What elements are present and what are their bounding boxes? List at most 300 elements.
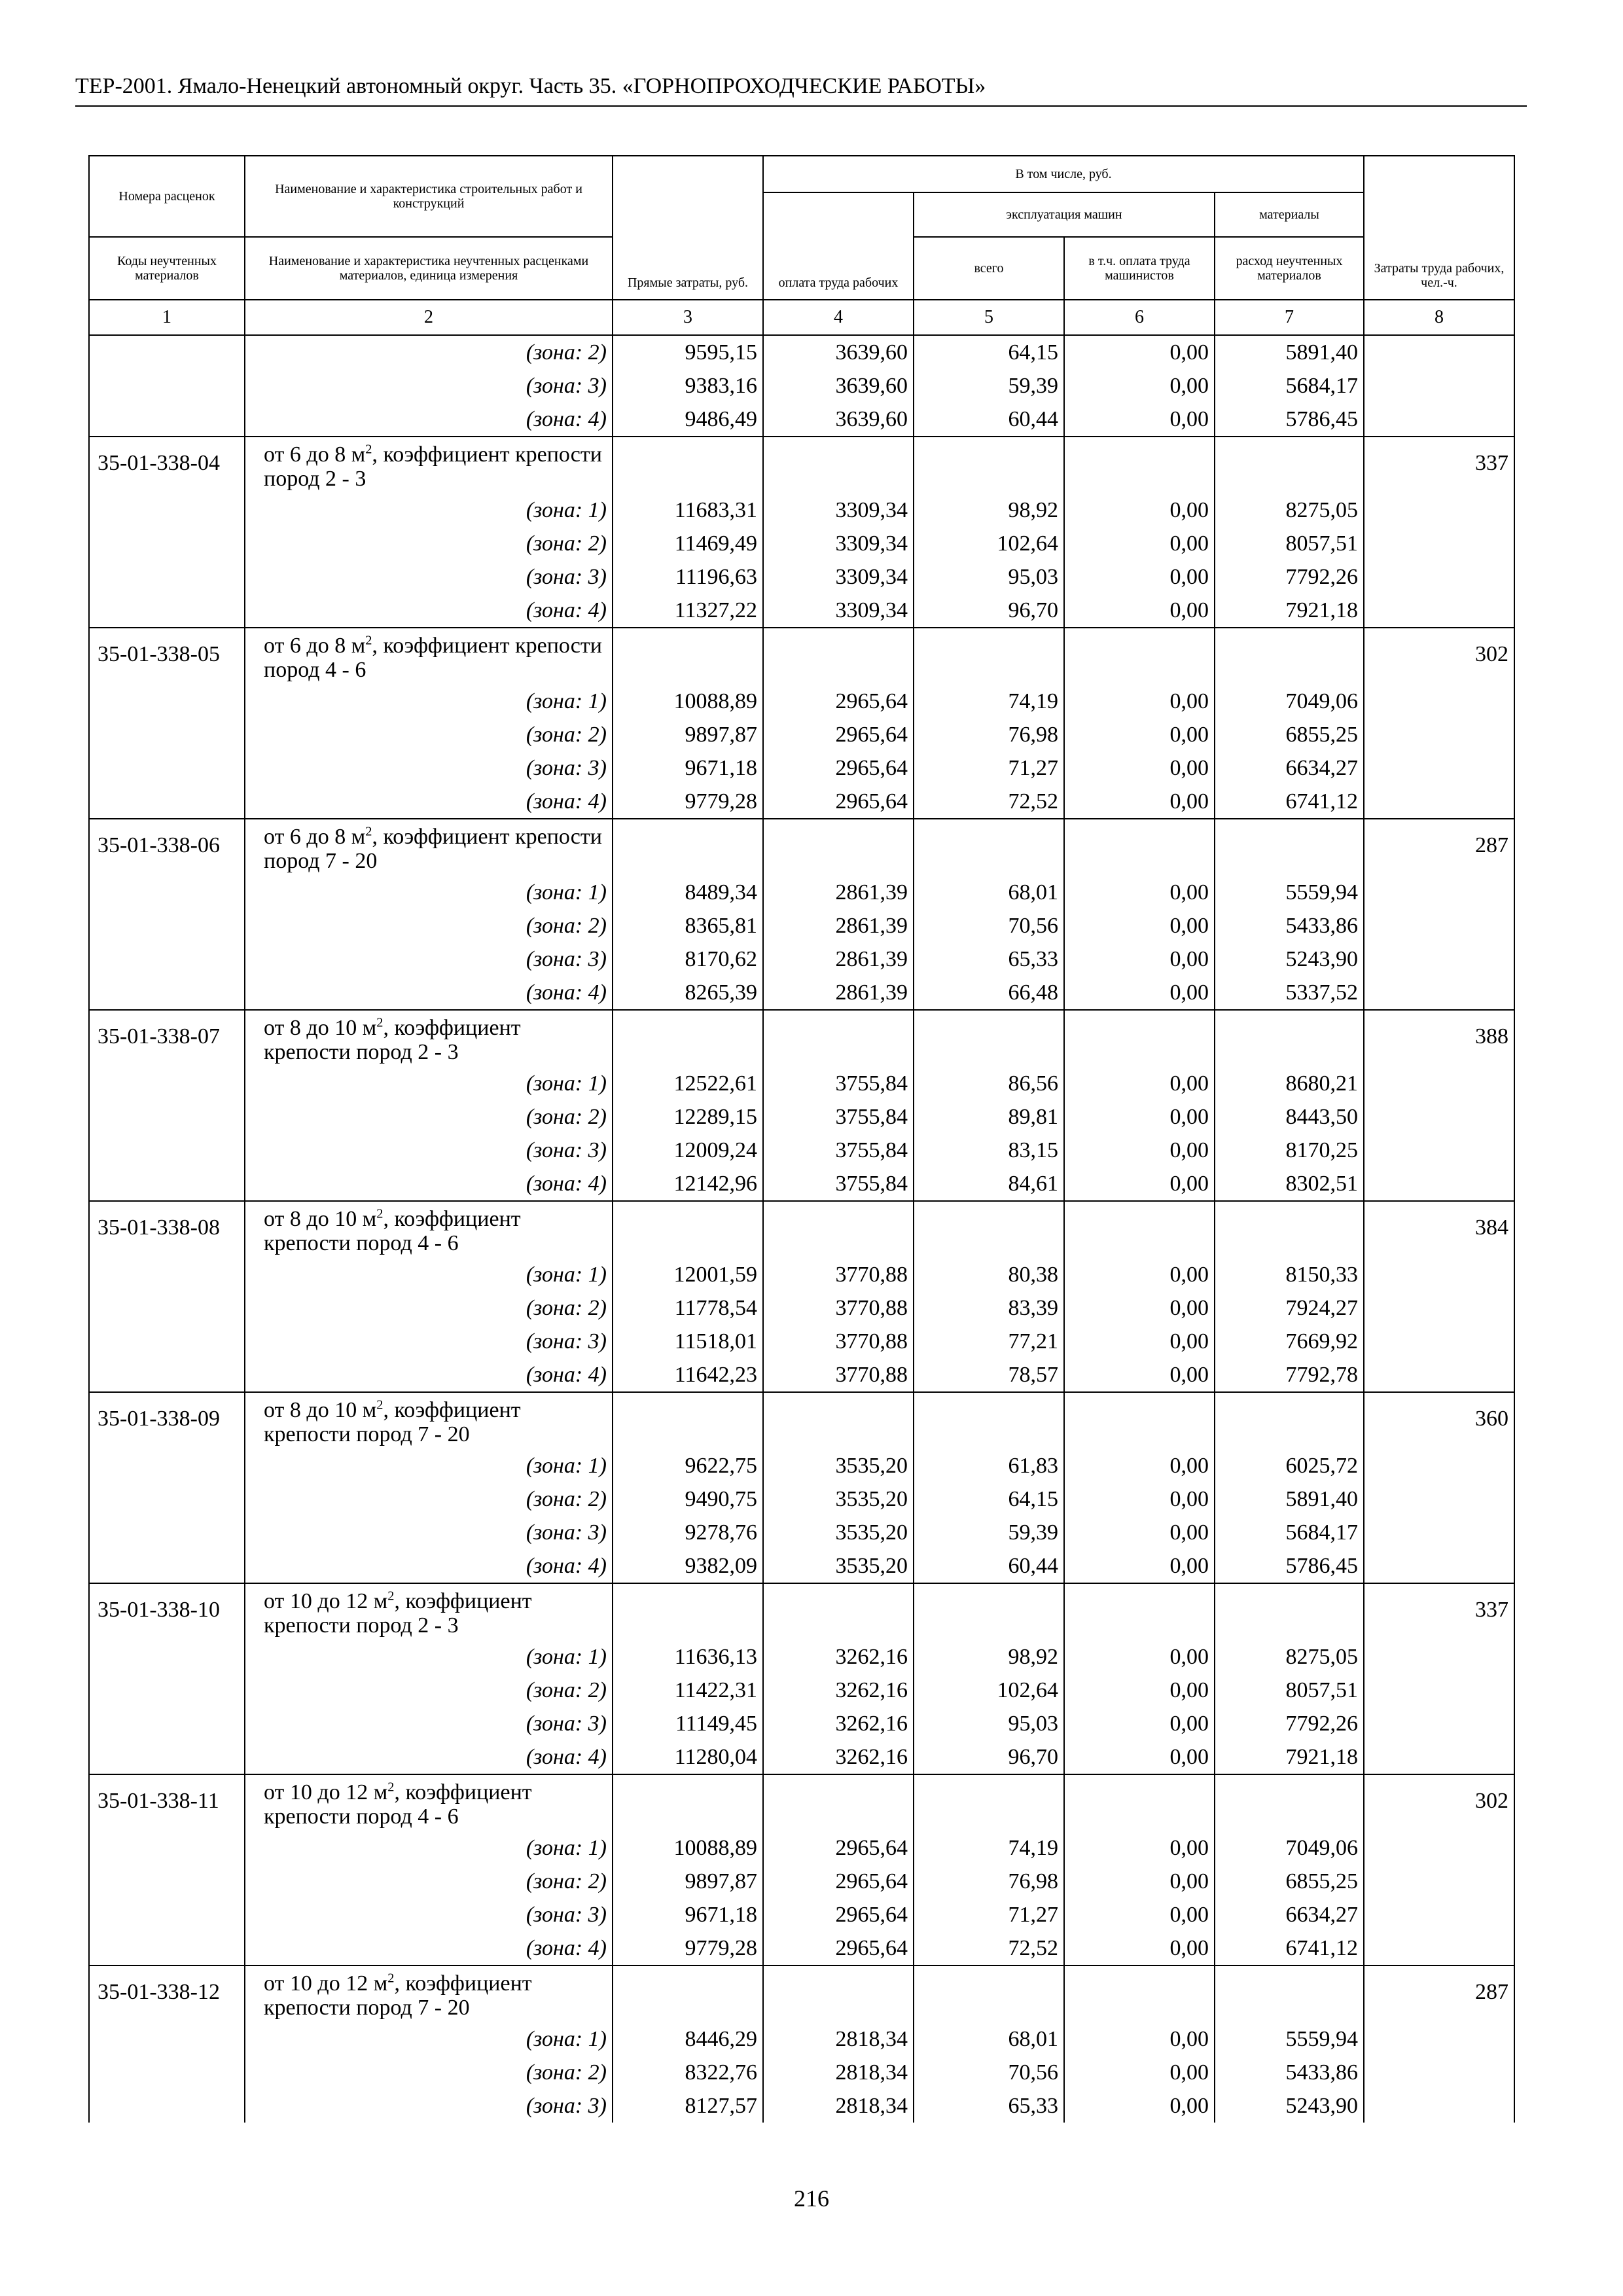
machines-total-value: 96,70: [914, 1740, 1064, 1774]
header-rule: [75, 105, 1527, 107]
materials-value: 8302,51: [1215, 1167, 1364, 1201]
machinist-wage-value: 0,00: [1064, 909, 1215, 942]
empty-cell: [1215, 628, 1364, 685]
rate-code: 35-01-338-05: [89, 628, 245, 819]
direct-costs-value: 9779,28: [613, 1931, 763, 1965]
zone-label: (зона: 1): [245, 685, 613, 718]
rate-title-row: [89, 1201, 1514, 1258]
rate-title-row: [89, 819, 1514, 876]
machines-total-value: 70,56: [914, 909, 1064, 942]
direct-costs-value: 9595,15: [613, 335, 763, 369]
unit-exponent: 2: [376, 1206, 383, 1221]
zone-row: [89, 1707, 1514, 1740]
materials-value: 5684,17: [1215, 369, 1364, 403]
direct-costs-value: 11636,13: [613, 1640, 763, 1674]
zone-label: (зона: 1): [245, 876, 613, 909]
work-description: [245, 819, 613, 876]
work-description: [245, 1583, 613, 1640]
zone-row: [89, 1865, 1514, 1898]
machines-total-value: 65,33: [914, 942, 1064, 976]
worker-wage-value: 3770,88: [763, 1291, 914, 1325]
direct-costs-value: 12289,15: [613, 1100, 763, 1134]
empty-cell: [763, 437, 914, 493]
work-description-text: от 10 до 12 м: [264, 1589, 388, 1613]
materials-value: 7921,18: [1215, 1740, 1364, 1774]
column-number: 8: [1364, 300, 1514, 335]
zone-row: [89, 403, 1514, 437]
zone-row: [89, 335, 1514, 369]
zone-label: (зона: 1): [245, 1831, 613, 1865]
zone-row: [89, 751, 1514, 785]
empty-cell: [914, 1201, 1064, 1258]
empty-cell: [613, 437, 763, 493]
worker-wage-value: 3262,16: [763, 1674, 914, 1707]
header-machines-group: эксплуатация машин: [914, 192, 1215, 237]
zone-row: [89, 1291, 1514, 1325]
zone-label: (зона: 2): [245, 1482, 613, 1516]
machinist-wage-value: 0,00: [1064, 2022, 1215, 2056]
direct-costs-value: 11778,54: [613, 1291, 763, 1325]
zone-label: (зона: 1): [245, 1449, 613, 1482]
empty-cell: [763, 819, 914, 876]
machines-total-value: 77,21: [914, 1325, 1064, 1358]
materials-value: 7924,27: [1215, 1291, 1364, 1325]
materials-value: 6025,72: [1215, 1449, 1364, 1482]
zone-row: [89, 560, 1514, 594]
labor-value: 302: [1364, 628, 1514, 819]
empty-cell: [1215, 1965, 1364, 2022]
zone-row: [89, 1640, 1514, 1674]
empty-cell: [613, 819, 763, 876]
worker-wage-value: 3770,88: [763, 1358, 914, 1392]
direct-costs-value: 11518,01: [613, 1325, 763, 1358]
empty-cell: [613, 628, 763, 685]
empty-cell: [914, 1583, 1064, 1640]
empty-cell: [1064, 1774, 1215, 1831]
direct-costs-value: 9779,28: [613, 785, 763, 819]
labor-cell: [1364, 335, 1514, 437]
zone-label: (зона: 3): [245, 560, 613, 594]
machinist-wage-value: 0,00: [1064, 560, 1215, 594]
zone-label: (зона: 1): [245, 1258, 613, 1291]
zone-row: [89, 909, 1514, 942]
machinist-wage-value: 0,00: [1064, 1167, 1215, 1201]
direct-costs-value: 9671,18: [613, 751, 763, 785]
unit-exponent: 2: [365, 824, 372, 839]
direct-costs-value: 9383,16: [613, 369, 763, 403]
rate-code: 35-01-338-12: [89, 1965, 245, 2123]
direct-costs-value: 8265,39: [613, 976, 763, 1010]
machines-total-value: 59,39: [914, 1516, 1064, 1549]
machines-total-value: 96,70: [914, 594, 1064, 628]
worker-wage-value: 3262,16: [763, 1740, 914, 1774]
work-description: [245, 1010, 613, 1067]
rate-title-row: [89, 628, 1514, 685]
zone-label: (зона: 2): [245, 2056, 613, 2089]
empty-cell: [1064, 1010, 1215, 1067]
direct-costs-value: 11149,45: [613, 1707, 763, 1740]
materials-value: 5891,40: [1215, 1482, 1364, 1516]
direct-costs-value: 12001,59: [613, 1258, 763, 1291]
machinist-wage-value: 0,00: [1064, 718, 1215, 751]
machines-total-value: 98,92: [914, 493, 1064, 527]
zone-label: (зона: 1): [245, 2022, 613, 2056]
machines-total-value: 76,98: [914, 1865, 1064, 1898]
worker-wage-value: 2965,64: [763, 1931, 914, 1965]
empty-cell: [1215, 1392, 1364, 1449]
worker-wage-value: 3535,20: [763, 1549, 914, 1583]
direct-costs-value: 8170,62: [613, 942, 763, 976]
labor-value: 337: [1364, 1583, 1514, 1774]
worker-wage-value: 2818,34: [763, 2056, 914, 2089]
worker-wage-value: 3309,34: [763, 527, 914, 560]
direct-costs-value: 12009,24: [613, 1134, 763, 1167]
empty-cell: [763, 1774, 914, 1831]
machines-total-value: 65,33: [914, 2089, 1064, 2123]
rate-code: 35-01-338-07: [89, 1010, 245, 1201]
machines-total-value: 95,03: [914, 560, 1064, 594]
empty-cell: [613, 1201, 763, 1258]
machines-total-value: 95,03: [914, 1707, 1064, 1740]
machinist-wage-value: 0,00: [1064, 1831, 1215, 1865]
machinist-wage-value: 0,00: [1064, 1291, 1215, 1325]
direct-costs-value: 8489,34: [613, 876, 763, 909]
work-description: [245, 1201, 613, 1258]
empty-cell: [613, 1010, 763, 1067]
labor-value: 388: [1364, 1010, 1514, 1201]
zone-row: [89, 1258, 1514, 1291]
zone-label: (зона: 4): [245, 1549, 613, 1583]
header-machinist-wage: в т.ч. оплата труда машинистов: [1064, 237, 1215, 300]
direct-costs-value: 11422,31: [613, 1674, 763, 1707]
labor-value: 384: [1364, 1201, 1514, 1392]
empty-cell: [914, 1010, 1064, 1067]
direct-costs-value: 9622,75: [613, 1449, 763, 1482]
zone-row: [89, 594, 1514, 628]
machines-total-value: 102,64: [914, 1674, 1064, 1707]
unit-exponent: 2: [376, 1015, 383, 1030]
rate-code: 35-01-338-11: [89, 1774, 245, 1965]
rate-title-row: [89, 1392, 1514, 1449]
zone-label: (зона: 4): [245, 1167, 613, 1201]
worker-wage-value: 2965,64: [763, 751, 914, 785]
direct-costs-value: 11469,49: [613, 527, 763, 560]
zone-row: [89, 2022, 1514, 2056]
direct-costs-value: 8446,29: [613, 2022, 763, 2056]
zone-label: (зона: 2): [245, 909, 613, 942]
materials-value: 8057,51: [1215, 527, 1364, 560]
zone-row: [89, 976, 1514, 1010]
worker-wage-value: 2861,39: [763, 909, 914, 942]
zone-label: (зона: 3): [245, 1325, 613, 1358]
labor-value: 302: [1364, 1774, 1514, 1965]
zone-label: (зона: 2): [245, 1865, 613, 1898]
machines-total-value: 70,56: [914, 2056, 1064, 2089]
empty-cell: [914, 819, 1064, 876]
worker-wage-value: 2965,64: [763, 1898, 914, 1931]
materials-value: 5243,90: [1215, 2089, 1364, 2123]
zone-label: (зона: 1): [245, 1640, 613, 1674]
materials-value: 8170,25: [1215, 1134, 1364, 1167]
machines-total-value: 76,98: [914, 718, 1064, 751]
zone-label: (зона: 2): [245, 527, 613, 560]
materials-value: 7792,78: [1215, 1358, 1364, 1392]
empty-cell: [1064, 1965, 1215, 2022]
machines-total-value: 89,81: [914, 1100, 1064, 1134]
machines-total-value: 68,01: [914, 2022, 1064, 2056]
worker-wage-value: 3755,84: [763, 1134, 914, 1167]
materials-value: 5559,94: [1215, 2022, 1364, 2056]
column-number: 5: [914, 300, 1064, 335]
direct-costs-value: 8365,81: [613, 909, 763, 942]
machinist-wage-value: 0,00: [1064, 1674, 1215, 1707]
machines-total-value: 83,15: [914, 1134, 1064, 1167]
empty-cell: [613, 1965, 763, 2022]
zone-label: (зона: 2): [245, 1674, 613, 1707]
direct-costs-value: 8127,57: [613, 2089, 763, 2123]
zone-label: (зона: 2): [245, 1291, 613, 1325]
unit-exponent: 2: [376, 1397, 383, 1412]
zone-row: [89, 1449, 1514, 1482]
zone-label: (зона: 2): [245, 335, 613, 369]
machines-total-value: 71,27: [914, 751, 1064, 785]
zone-row: [89, 1898, 1514, 1931]
header-materials-group: материалы: [1215, 192, 1364, 237]
machines-total-value: 102,64: [914, 527, 1064, 560]
worker-wage-value: 3309,34: [763, 493, 914, 527]
labor-value: 337: [1364, 437, 1514, 628]
unit-exponent: 2: [365, 633, 372, 648]
rate-code: 35-01-338-04: [89, 437, 245, 628]
machines-total-value: 61,83: [914, 1449, 1064, 1482]
worker-wage-value: 3639,60: [763, 403, 914, 437]
empty-cell: [763, 1583, 914, 1640]
empty-cell: [1064, 1201, 1215, 1258]
materials-value: 7792,26: [1215, 1707, 1364, 1740]
empty-cell: [763, 1201, 914, 1258]
zone-label: (зона: 2): [245, 718, 613, 751]
zone-label: (зона: 4): [245, 1740, 613, 1774]
worker-wage-value: 3535,20: [763, 1516, 914, 1549]
direct-costs-value: 9671,18: [613, 1898, 763, 1931]
worker-wage-value: 2818,34: [763, 2022, 914, 2056]
empty-cell: [1215, 1010, 1364, 1067]
unit-exponent: 2: [365, 442, 372, 457]
empty-cell: [1064, 819, 1215, 876]
rate-code: 35-01-338-10: [89, 1583, 245, 1774]
materials-value: 5433,86: [1215, 2056, 1364, 2089]
table-header: [89, 156, 1514, 335]
machines-total-value: 83,39: [914, 1291, 1064, 1325]
machines-total-value: 74,19: [914, 1831, 1064, 1865]
machines-total-value: 64,15: [914, 1482, 1064, 1516]
materials-value: 6634,27: [1215, 1898, 1364, 1931]
column-numbers-row: [89, 300, 1514, 335]
column-number: 4: [763, 300, 914, 335]
zone-label: (зона: 3): [245, 1707, 613, 1740]
machinist-wage-value: 0,00: [1064, 1640, 1215, 1674]
work-description: [245, 1965, 613, 2022]
materials-value: 8680,21: [1215, 1067, 1364, 1100]
direct-costs-value: 12142,96: [613, 1167, 763, 1201]
worker-wage-value: 3770,88: [763, 1325, 914, 1358]
zone-label: (зона: 3): [245, 1516, 613, 1549]
machines-total-value: 71,27: [914, 1898, 1064, 1931]
machines-total-value: 60,44: [914, 403, 1064, 437]
worker-wage-value: 3755,84: [763, 1167, 914, 1201]
rate-title-row: [89, 1010, 1514, 1067]
zone-row: [89, 1674, 1514, 1707]
column-number: 3: [613, 300, 763, 335]
materials-value: 8443,50: [1215, 1100, 1364, 1134]
work-description: [245, 1392, 613, 1449]
machinist-wage-value: 0,00: [1064, 1482, 1215, 1516]
unit-exponent: 2: [387, 1780, 395, 1795]
machinist-wage-value: 0,00: [1064, 1898, 1215, 1931]
zone-row: [89, 1931, 1514, 1965]
empty-cell: [763, 1392, 914, 1449]
machinist-wage-value: 0,00: [1064, 976, 1215, 1010]
header-incl-group: В том числе, руб.: [763, 156, 1364, 192]
header-labor: Затраты труда рабочих, чел.-ч.: [1364, 156, 1514, 300]
machinist-wage-value: 0,00: [1064, 594, 1215, 628]
column-number: 1: [89, 300, 245, 335]
direct-costs-value: 9490,75: [613, 1482, 763, 1516]
worker-wage-value: 3639,60: [763, 369, 914, 403]
header-wage: оплата труда рабочих: [763, 192, 914, 300]
zone-label: (зона: 1): [245, 493, 613, 527]
machinist-wage-value: 0,00: [1064, 527, 1215, 560]
machinist-wage-value: 0,00: [1064, 785, 1215, 819]
machines-total-value: 60,44: [914, 1549, 1064, 1583]
materials-value: 8150,33: [1215, 1258, 1364, 1291]
materials-value: 6741,12: [1215, 1931, 1364, 1965]
worker-wage-value: 2965,64: [763, 1865, 914, 1898]
work-description-text: , коэффициент крепости пород 7 - 20: [264, 825, 602, 873]
machinist-wage-value: 0,00: [1064, 1325, 1215, 1358]
worker-wage-value: 3262,16: [763, 1707, 914, 1740]
materials-value: 5433,86: [1215, 909, 1364, 942]
machines-total-value: 72,52: [914, 785, 1064, 819]
worker-wage-value: 2861,39: [763, 942, 914, 976]
materials-value: 6741,12: [1215, 785, 1364, 819]
zone-row: [89, 527, 1514, 560]
materials-value: 5786,45: [1215, 403, 1364, 437]
worker-wage-value: 3755,84: [763, 1067, 914, 1100]
zone-row: [89, 2089, 1514, 2123]
worker-wage-value: 3755,84: [763, 1100, 914, 1134]
materials-value: 5243,90: [1215, 942, 1364, 976]
direct-costs-value: 8322,76: [613, 2056, 763, 2089]
zone-row: [89, 685, 1514, 718]
zone-label: (зона: 4): [245, 785, 613, 819]
direct-costs-value: 9278,76: [613, 1516, 763, 1549]
zone-label: (зона: 4): [245, 594, 613, 628]
machinist-wage-value: 0,00: [1064, 1134, 1215, 1167]
zone-label: (зона: 3): [245, 369, 613, 403]
rate-title-row: [89, 437, 1514, 493]
zone-row: [89, 785, 1514, 819]
worker-wage-value: 2861,39: [763, 876, 914, 909]
header-direct-costs: Прямые затраты, руб.: [613, 156, 763, 300]
zone-label: (зона: 3): [245, 1898, 613, 1931]
unit-exponent: 2: [387, 1971, 395, 1986]
zone-row: [89, 2056, 1514, 2089]
machinist-wage-value: 0,00: [1064, 403, 1215, 437]
zone-label: (зона: 1): [245, 1067, 613, 1100]
materials-value: 6855,25: [1215, 1865, 1364, 1898]
machines-total-value: 59,39: [914, 369, 1064, 403]
zone-label: (зона: 4): [245, 403, 613, 437]
materials-value: 8275,05: [1215, 493, 1364, 527]
machinist-wage-value: 0,00: [1064, 1707, 1215, 1740]
zone-label: (зона: 3): [245, 1134, 613, 1167]
running-header: ТЕР-2001. Ямало-Ненецкий автономный округ. Часть 35. «ГОРНОПРОХОДЧЕСКИЕ РАБОТЫ»: [75, 74, 986, 98]
work-description-text: от 8 до 10 м: [264, 1398, 377, 1422]
table-body: [89, 335, 1514, 2123]
work-description-text: , коэффициент крепости пород 4 - 6: [264, 1207, 521, 1255]
rate-code: 35-01-338-08: [89, 1201, 245, 1392]
machinist-wage-value: 0,00: [1064, 1449, 1215, 1482]
direct-costs-value: 12522,61: [613, 1067, 763, 1100]
machinist-wage-value: 0,00: [1064, 1067, 1215, 1100]
machinist-wage-value: 0,00: [1064, 335, 1215, 369]
materials-value: 5559,94: [1215, 876, 1364, 909]
zone-label: (зона: 2): [245, 1100, 613, 1134]
work-description-text: от 6 до 8 м: [264, 442, 366, 467]
header-name-bottom: Наименование и характеристика неучтенных расценками материалов, единица измерения: [245, 237, 613, 300]
zone-row: [89, 369, 1514, 403]
empty-cell: [763, 1965, 914, 2022]
empty-cell: [1215, 1774, 1364, 1831]
header-machines-total: всего: [914, 237, 1064, 300]
header-code-bottom: Коды неучтенных материалов: [89, 237, 245, 300]
column-number: 6: [1064, 300, 1215, 335]
worker-wage-value: 3535,20: [763, 1482, 914, 1516]
worker-wage-value: 2965,64: [763, 1831, 914, 1865]
empty-cell: [1064, 1392, 1215, 1449]
zone-row: [89, 1100, 1514, 1134]
zone-row: [89, 1067, 1514, 1100]
rate-code: 35-01-338-09: [89, 1392, 245, 1583]
empty-cell: [613, 1392, 763, 1449]
materials-value: 5891,40: [1215, 335, 1364, 369]
machinist-wage-value: 0,00: [1064, 493, 1215, 527]
materials-value: 6855,25: [1215, 718, 1364, 751]
header-code-top: Номера расценок: [89, 156, 245, 237]
machines-total-value: 74,19: [914, 685, 1064, 718]
machinist-wage-value: 0,00: [1064, 876, 1215, 909]
empty-cell: [613, 1583, 763, 1640]
direct-costs-value: 10088,89: [613, 1831, 763, 1865]
materials-value: 5786,45: [1215, 1549, 1364, 1583]
machinist-wage-value: 0,00: [1064, 1740, 1215, 1774]
empty-cell: [1064, 1583, 1215, 1640]
zone-row: [89, 718, 1514, 751]
zone-row: [89, 876, 1514, 909]
direct-costs-value: 11642,23: [613, 1358, 763, 1392]
zone-row: [89, 942, 1514, 976]
empty-cell: [914, 437, 1064, 493]
materials-value: 7049,06: [1215, 685, 1364, 718]
direct-costs-value: 11327,22: [613, 594, 763, 628]
direct-costs-value: 9382,09: [613, 1549, 763, 1583]
work-description: [245, 628, 613, 685]
machinist-wage-value: 0,00: [1064, 1931, 1215, 1965]
worker-wage-value: 3262,16: [763, 1640, 914, 1674]
machinist-wage-value: 0,00: [1064, 2089, 1215, 2123]
work-description: [245, 1774, 613, 1831]
